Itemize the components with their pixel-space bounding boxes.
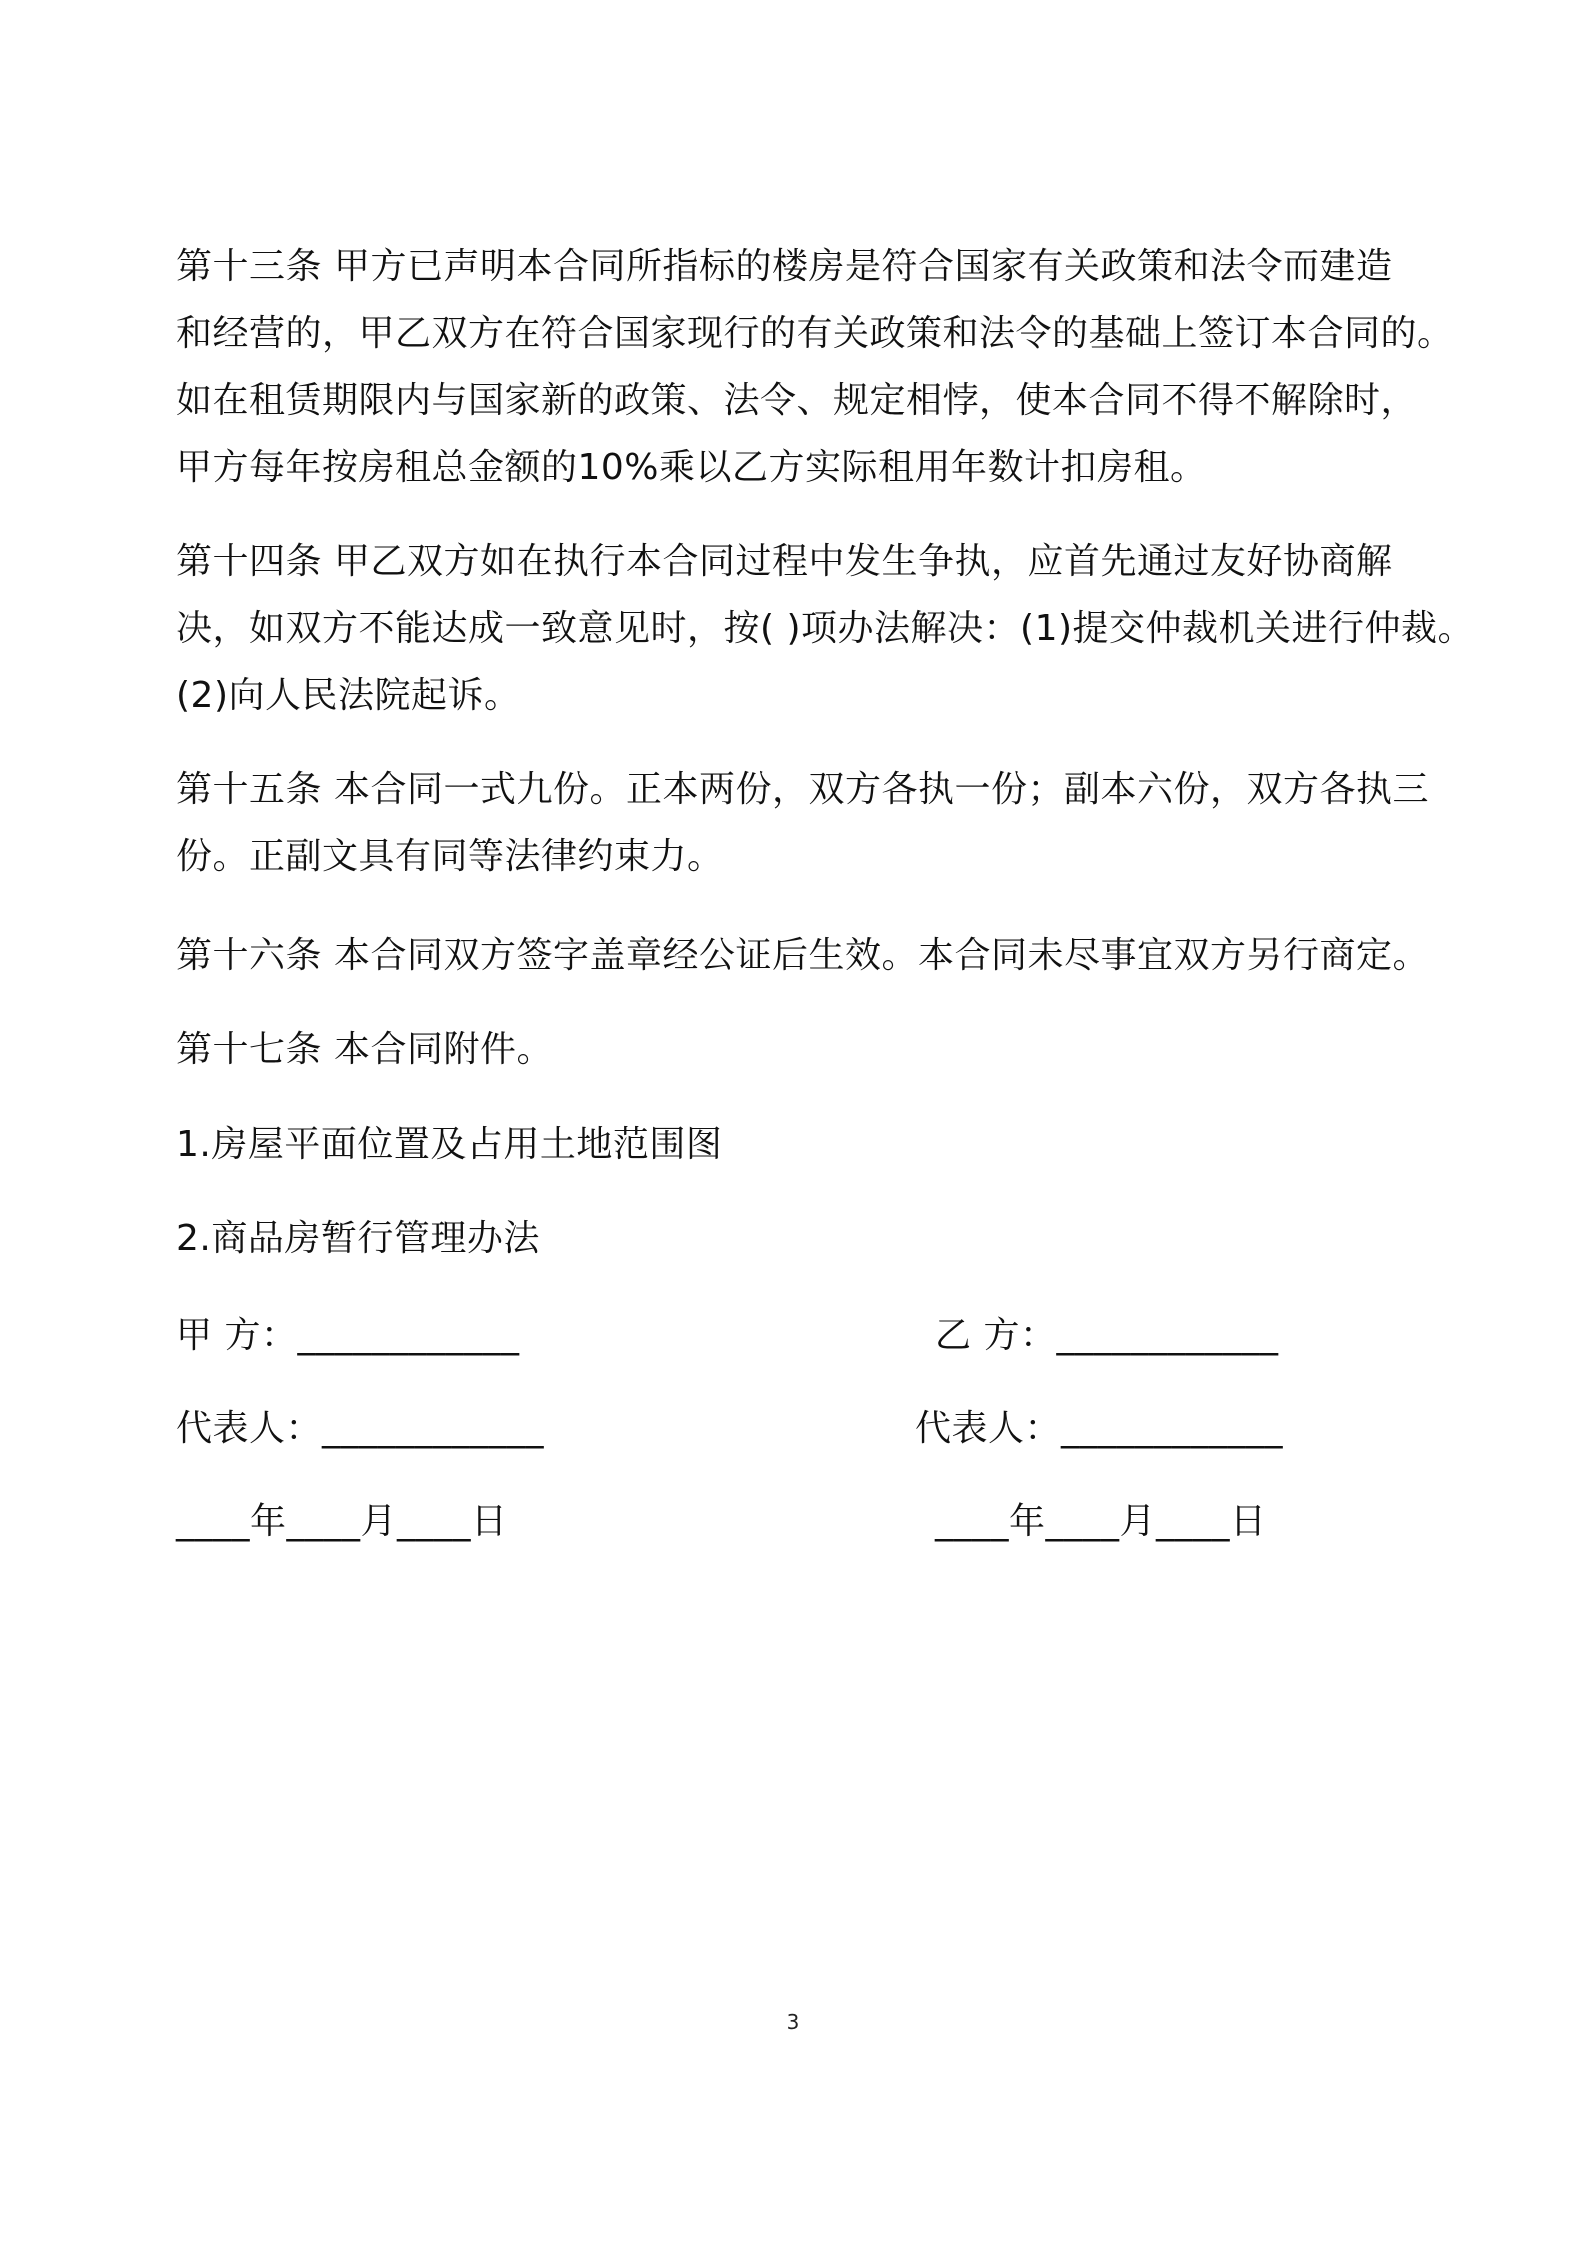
article-15-line: 份。正副文具有同等法律约束力。 [176, 836, 724, 877]
article-13-line: 如在租赁期限内与国家新的政策、法令、规定相悖，使本合同不得不解除时， [176, 380, 1418, 421]
article-16-text: 第十六条 本合同双方签字盖章经公证后生效。本合同未尽事宜双方另行商定。 [176, 935, 1429, 976]
article-17-text: 第十七条 本合同附件。 [176, 1029, 553, 1070]
article-15-line: 第十五条 本合同一式九份。正本两份，双方各执一份；副本六份，双方各执三 [176, 769, 1429, 810]
article-14-paragraph [176, 528, 1475, 729]
article-13-line: 甲方每年按房租总金额的10%乘以乙方实际租用年数计扣房租。 [176, 447, 1207, 488]
party-b-representative-line: 代表人：____________ [915, 1408, 1284, 1449]
article-14-line: 决，如双方不能达成一致意见时，按( )项办法解决：(1)提交仲裁机关进行仲裁。 [176, 608, 1475, 649]
party-b-signature-line: 乙 方：____________ [935, 1315, 1279, 1356]
party-a-representative-line: 代表人：____________ [176, 1408, 545, 1449]
party-a-date-line: ____年____月____日 [176, 1501, 508, 1542]
party-b-date-line: ____年____月____日 [935, 1501, 1267, 1542]
article-14-line: (2)向人民法院起诉。 [176, 675, 521, 716]
attachment-item: 2.商品房暂行管理办法 [176, 1218, 540, 1259]
party-a-signature-line: 甲 方：____________ [176, 1315, 520, 1356]
article-13-line: 和经营的，甲乙双方在符合国家现行的有关政策和法令的基础上签订本合同的。 [176, 313, 1454, 354]
article-14-line: 第十四条 甲乙双方如在执行本合同过程中发生争执，应首先通过友好协商解 [176, 541, 1393, 582]
article-13-line: 第十三条 甲方已声明本合同所指标的楼房是符合国家有关政策和法令而建造 [176, 246, 1393, 287]
article-15-paragraph [176, 756, 1466, 890]
article-13-paragraph [176, 233, 1466, 501]
page-number: 3 [786, 2010, 800, 2034]
attachment-item: 1.房屋平面位置及占用土地范围图 [176, 1124, 723, 1165]
